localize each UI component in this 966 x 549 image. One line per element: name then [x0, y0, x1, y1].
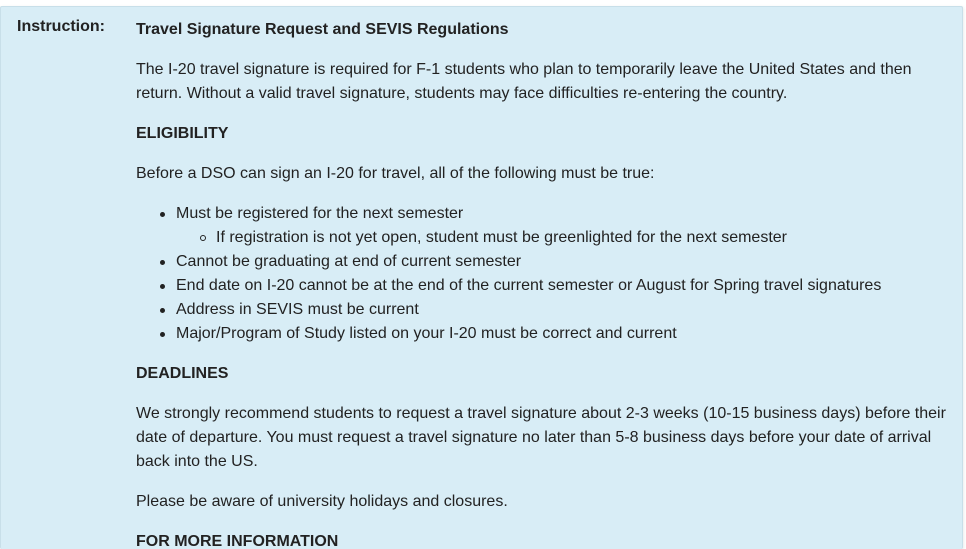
- list-item: Address in SEVIS must be current: [176, 298, 954, 322]
- eligibility-sublist: [176, 226, 954, 250]
- list-item: End date on I-20 cannot be at the end of the current semester or August for Spring travel signatures: [176, 274, 954, 298]
- instruction-content: [136, 18, 954, 549]
- list-item: Major/Program of Study listed on your I-20 must be correct and current: [176, 322, 954, 346]
- list-item-text: Must be registered for the next semester: [176, 205, 464, 222]
- eligibility-lead: Before a DSO can sign an I-20 for travel, all of the following must be true:: [136, 165, 655, 182]
- holidays-paragraph: Please be aware of university holidays and closures.: [136, 493, 508, 510]
- list-item: [176, 202, 954, 250]
- instruction-title: Travel Signature Request and SEVIS Regulations: [136, 21, 509, 38]
- list-item: Cannot be graduating at end of current semester: [176, 250, 954, 274]
- sub-list-item: If registration is not yet open, student must be greenlighted for the next semester: [216, 226, 954, 250]
- deadlines-heading: DEADLINES: [136, 365, 229, 382]
- deadlines-paragraph: We strongly recommend students to request a travel signature about 2-3 weeks (10-15 business days) before their date of departure. You must request a travel signature no later than 5-8 business days before your date of arrival back into the US.: [136, 405, 946, 470]
- instruction-label: Instruction:: [17, 18, 105, 35]
- instruction-panel: [0, 6, 963, 549]
- intro-paragraph: The I-20 travel signature is required for F-1 students who plan to temporarily leave the United States and then return. Without a valid travel signature, students may face difficulties re-entering the country.: [136, 61, 912, 102]
- eligibility-list: [136, 202, 954, 346]
- more-info-heading: FOR MORE INFORMATION: [136, 533, 339, 549]
- eligibility-heading: ELIGIBILITY: [136, 125, 229, 142]
